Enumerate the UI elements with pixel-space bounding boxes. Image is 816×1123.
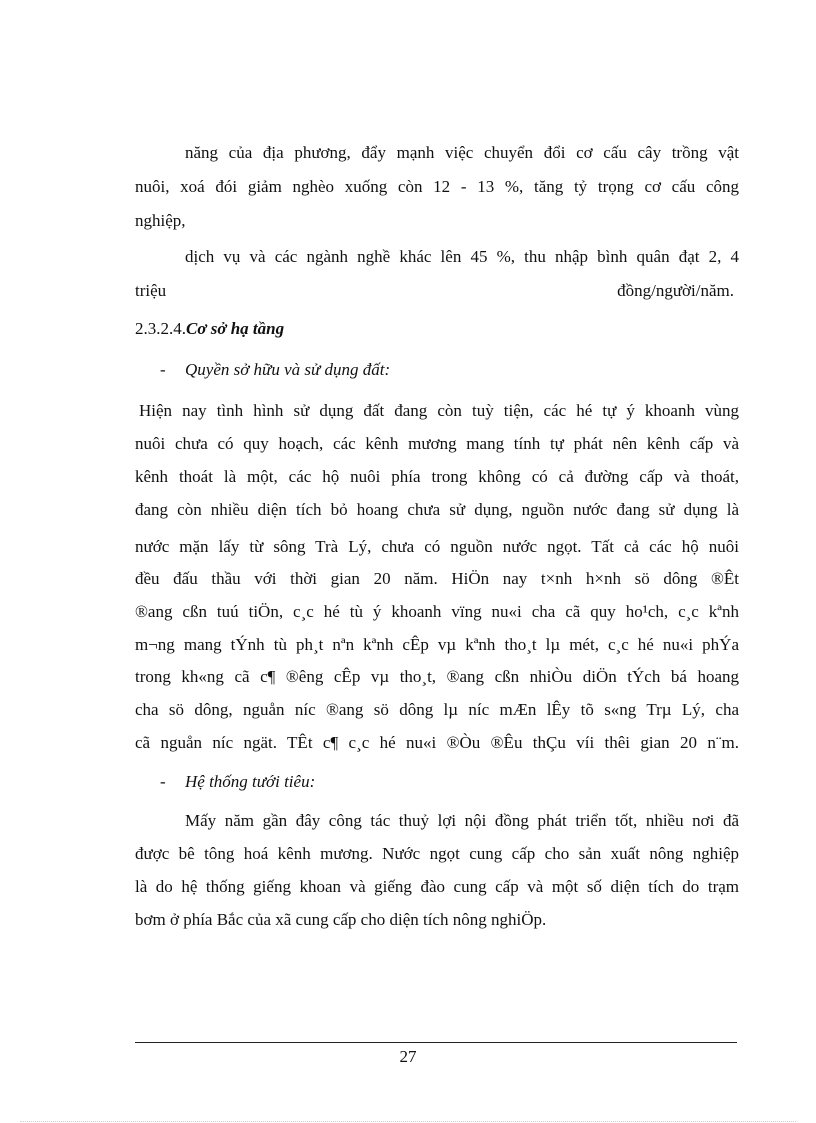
section-heading	[135, 318, 284, 340]
section-number: 2.3.2.4.	[135, 319, 186, 338]
paragraph-3-line-3: kênh thoát là một, các hộ nuôi phía trong không có cả đường cấp và thoát,	[135, 467, 739, 486]
bullet-1-dash: -	[160, 360, 166, 379]
paragraph-3-line-7: ®ang cßn tuú tiÖn, c¸c hé tù ý khoanh vïng nu«i cha cã quy ho¹ch, c¸c kªnh	[135, 602, 739, 621]
footer-rule	[135, 1042, 737, 1043]
paragraph-3-line-10: cha sö dông, nguån níc ®ang sö dông lµ níc mÆn lÊy tõ s«ng Trµ Lý, cha	[135, 700, 739, 719]
page-edge-dotted-line	[20, 1121, 796, 1122]
paragraph-3-line-1: Hiện nay tình hình sử dụng đất đang còn tuỳ tiện, các hé tự ý khoanh vùng	[139, 401, 739, 420]
paragraph-1-line-2: nuôi, xoá đói giảm nghèo xuống còn 12 - 13 %, tăng tỷ trọng cơ cấu công	[135, 177, 739, 196]
bullet-2-dash: -	[160, 772, 166, 791]
paragraph-3-line-9: trong kh«ng cã c¶ ®êng cÊp vµ tho¸t, ®ang cßn nhiÒu diÖn tÝch bá hoang	[135, 667, 739, 686]
paragraph-3-line-5: nước mặn lấy từ sông Trà Lý, chưa có nguồn nước ngọt. Tất cả các hộ nuôi	[135, 537, 739, 556]
paragraph-3-line-11: cã nguån níc ngät. TÊt c¶ c¸c hé nu«i ®Òu ®Êu thÇu víi thêi gian 20 n¨m.	[135, 733, 739, 752]
paragraph-3-line-8: m¬ng mang tÝnh tù ph¸t nªn kªnh cÊp vµ kªnh tho¸t lµ mét, c¸c hé nu«i phÝa	[135, 635, 739, 654]
paragraph-2-line-1: dịch vụ và các ngành nghề khác lên 45 %, thu nhập bình quân đạt 2, 4	[185, 247, 739, 266]
section-title: Cơ sở hạ tầng	[186, 319, 285, 338]
paragraph-3-line-4: đang còn nhiều diện tích bỏ hoang chưa sử dụng, nguồn nước đang sử dụng là	[135, 500, 739, 519]
paragraph-1-line-3: nghiệp,	[135, 211, 186, 230]
paragraph-4-line-2: được bê tông hoá kênh mương. Nước ngọt cung cấp cho sản xuất nông nghiệp	[135, 844, 739, 863]
paragraph-3-line-2: nuôi chưa có quy hoạch, các kênh mương mang tính tự phát nên kênh cấp và	[135, 434, 739, 453]
paragraph-4-line-4: bơm ở phía Bắc của xã cung cấp cho diện tích nông nghiÖp.	[135, 910, 547, 929]
paragraph-4-line-3: là do hệ thống giếng khoan và giếng đào cung cấp và một số diện tích do trạm	[135, 877, 739, 896]
page-number: 27	[399, 1047, 417, 1066]
paragraph-1-line-1: năng của địa phương, đẩy mạnh việc chuyển đổi cơ cấu cây trồng vật	[185, 143, 739, 162]
paragraph-2-line-2-left: triệu	[135, 281, 167, 300]
bullet-2-text: Hệ thống tưới tiêu:	[185, 772, 316, 791]
paragraph-4-line-1: Mấy năm gần đây công tác thuỷ lợi nội đồng phát triển tốt, nhiều nơi đã	[185, 811, 739, 830]
bullet-1-text: Quyền sở hữu và sử dụng đất:	[185, 360, 391, 379]
paragraph-3-line-6: đều đấu thầu với thời gian 20 năm. HiÖn nay t×nh h×nh sö dông ®Êt	[135, 569, 739, 588]
paragraph-2-line-2-right: đồng/người/năm.	[617, 281, 734, 300]
